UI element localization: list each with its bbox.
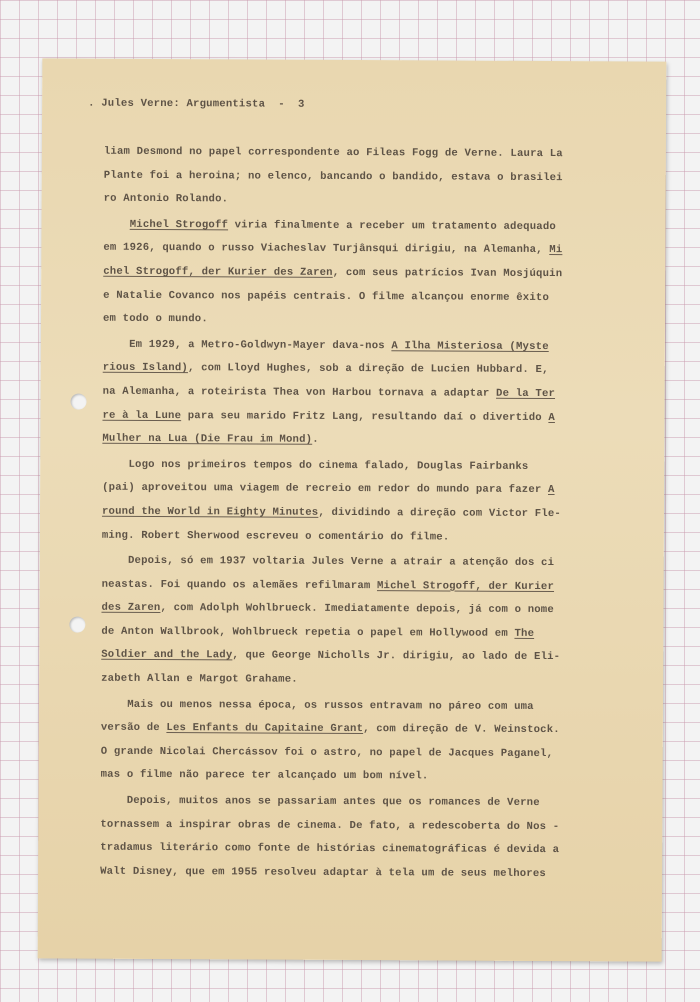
text-line bbox=[102, 550, 657, 576]
text-line bbox=[103, 333, 658, 359]
underlined-title: Michel Strogoff, der Kurier bbox=[376, 579, 555, 593]
text-line bbox=[103, 261, 658, 287]
text-segment: de Anton Wallbrook, Wohlbrueck repetia o papel em Hollywood em bbox=[101, 625, 515, 640]
text-segment: liam Desmond no papel correspondente ao Fileas Fogg de Verne. Laura La bbox=[103, 145, 563, 161]
underlined-title: De la Ter bbox=[496, 387, 556, 400]
text-line bbox=[100, 837, 655, 863]
text-segment: Depois, só em 1937 voltaria Jules Verne a atrair a atenção dos ci bbox=[101, 554, 555, 570]
text-line bbox=[101, 621, 656, 647]
underlined-title: A bbox=[547, 484, 555, 497]
text-segment: ming. Robert Sherwood escreveu o comentário do filme. bbox=[101, 529, 450, 544]
text-segment: Em 1929, a Metro-Goldwyn-Mayer dava-nos bbox=[102, 338, 392, 352]
text-segment: O grande Nicolai Chercássov foi o astro, no papel de Jacques Paganel, bbox=[100, 745, 554, 760]
page-header: . Jules Verne: Argumentista - 3 bbox=[88, 97, 305, 111]
text-line bbox=[100, 860, 655, 886]
text-line bbox=[103, 237, 658, 263]
text-line bbox=[103, 213, 658, 239]
underlined-title: des Zaren bbox=[101, 601, 161, 615]
text-line bbox=[100, 790, 655, 816]
text-line bbox=[103, 357, 658, 383]
text-line bbox=[102, 501, 657, 527]
text-line bbox=[102, 573, 657, 599]
text-segment: viria finalmente a receber um tratamento adequado bbox=[228, 219, 556, 233]
underlined-title: A bbox=[548, 411, 555, 424]
text-segment: , dividindo a direção com Victor Fle- bbox=[318, 506, 562, 521]
text-line bbox=[103, 284, 658, 310]
text-segment: ro Antonio Rolando. bbox=[103, 192, 229, 206]
text-line bbox=[102, 477, 657, 503]
text-segment: em todo o mundo. bbox=[102, 312, 208, 326]
text-line bbox=[103, 381, 658, 407]
punch-hole-lower bbox=[69, 617, 85, 633]
text-segment: Plante foi a heroina; no elenco, bancando o bandido, estava o brasilei bbox=[103, 169, 563, 184]
text-line bbox=[101, 717, 656, 743]
text-line bbox=[101, 764, 656, 790]
underlined-title: Michel Strogoff bbox=[129, 218, 229, 232]
text-segment: e Natalie Covanco nos papéis centrais. O filme alcançou enorme êxito bbox=[103, 289, 550, 304]
text-line bbox=[102, 524, 657, 550]
text-segment: , com seus patrícios Ivan Mosjúquin bbox=[332, 266, 563, 281]
text-segment: mas o filme não parece ter alcançado um bom nível. bbox=[100, 769, 429, 783]
text-line bbox=[101, 644, 656, 670]
text-segment: Mais ou menos nessa época, os russos entravam no páreo com uma bbox=[100, 698, 534, 713]
text-segment: , com direção de V. Weinstock. bbox=[363, 723, 560, 737]
text-segment: Walt Disney, que em 1955 resolveu adaptar à tela um de seus melhores bbox=[100, 865, 547, 880]
underlined-title: Soldier and the Lady bbox=[101, 649, 233, 662]
text-segment: . bbox=[312, 433, 319, 446]
underlined-title: round the World in Eighty Minutes bbox=[101, 505, 319, 519]
underlined-title: chel Strogoff, der Kurier des Zaren bbox=[103, 265, 333, 279]
text-segment: , com Adolph Wohlbrueck. Imediatamente depois, já com o nome bbox=[160, 602, 554, 617]
text-segment: , que George Nicholls Jr. dirigiu, ao lado de Eli- bbox=[232, 649, 561, 664]
text-segment: (pai) aproveitou uma viagem de recreio em redor do mundo para fazer bbox=[102, 482, 549, 497]
text-line bbox=[103, 308, 658, 334]
text-line bbox=[101, 741, 656, 767]
text-line bbox=[100, 813, 655, 839]
text-segment: tradamus literário como fonte de histórias cinematográficas é devida a bbox=[100, 841, 560, 857]
text-segment: Logo nos primeiros tempos do cinema falado, Douglas Fairbanks bbox=[102, 458, 529, 473]
text-line bbox=[101, 693, 656, 719]
underlined-title: Mi bbox=[549, 244, 563, 257]
text-line bbox=[104, 164, 659, 190]
text-segment bbox=[103, 218, 129, 230]
body-lines bbox=[100, 141, 659, 887]
punch-hole-upper bbox=[71, 394, 87, 410]
text-segment: tornassem a inspirar obras de cinema. De fato, a redescoberta do Nos - bbox=[100, 818, 560, 833]
text-segment: para seu marido Fritz Lang, resultando daí o divertido bbox=[181, 409, 549, 424]
page-text bbox=[88, 95, 659, 887]
underlined-title: The bbox=[514, 627, 535, 640]
text-line bbox=[104, 188, 659, 214]
text-segment: Depois, muitos anos se passariam antes que os romances de Verne bbox=[100, 794, 540, 810]
typewritten-page bbox=[38, 58, 667, 961]
text-line bbox=[104, 141, 659, 167]
underlined-title: re à la Lune bbox=[102, 409, 182, 422]
text-line bbox=[102, 428, 657, 454]
underlined-title: Mulher na Lua (Die Frau im Mond) bbox=[102, 432, 313, 446]
text-segment: em 1926, quando o russo Viacheslav Turjânsqui dirigiu, na Alemanha, bbox=[103, 242, 550, 257]
underlined-title: A Ilha Misteriosa (Myste bbox=[391, 339, 549, 353]
text-line bbox=[101, 668, 656, 694]
text-segment: , com Lloyd Hughes, sob a direção de Lucien Hubbard. E, bbox=[187, 362, 549, 377]
underlined-title: rious Island) bbox=[102, 362, 189, 375]
text-line bbox=[102, 404, 657, 430]
text-segment: zabeth Allan e Margot Grahame. bbox=[101, 672, 298, 686]
underlined-title: Les Enfants du Capitaine Grant bbox=[166, 722, 364, 736]
text-segment: versão de bbox=[100, 721, 167, 735]
text-segment: na Alemanha, a roteirista Thea von Harbou tornava a adaptar bbox=[102, 385, 497, 400]
text-line bbox=[101, 597, 656, 623]
text-segment: neastas. Foi quando os alemães refilmaram bbox=[101, 578, 378, 592]
text-line bbox=[102, 453, 657, 479]
